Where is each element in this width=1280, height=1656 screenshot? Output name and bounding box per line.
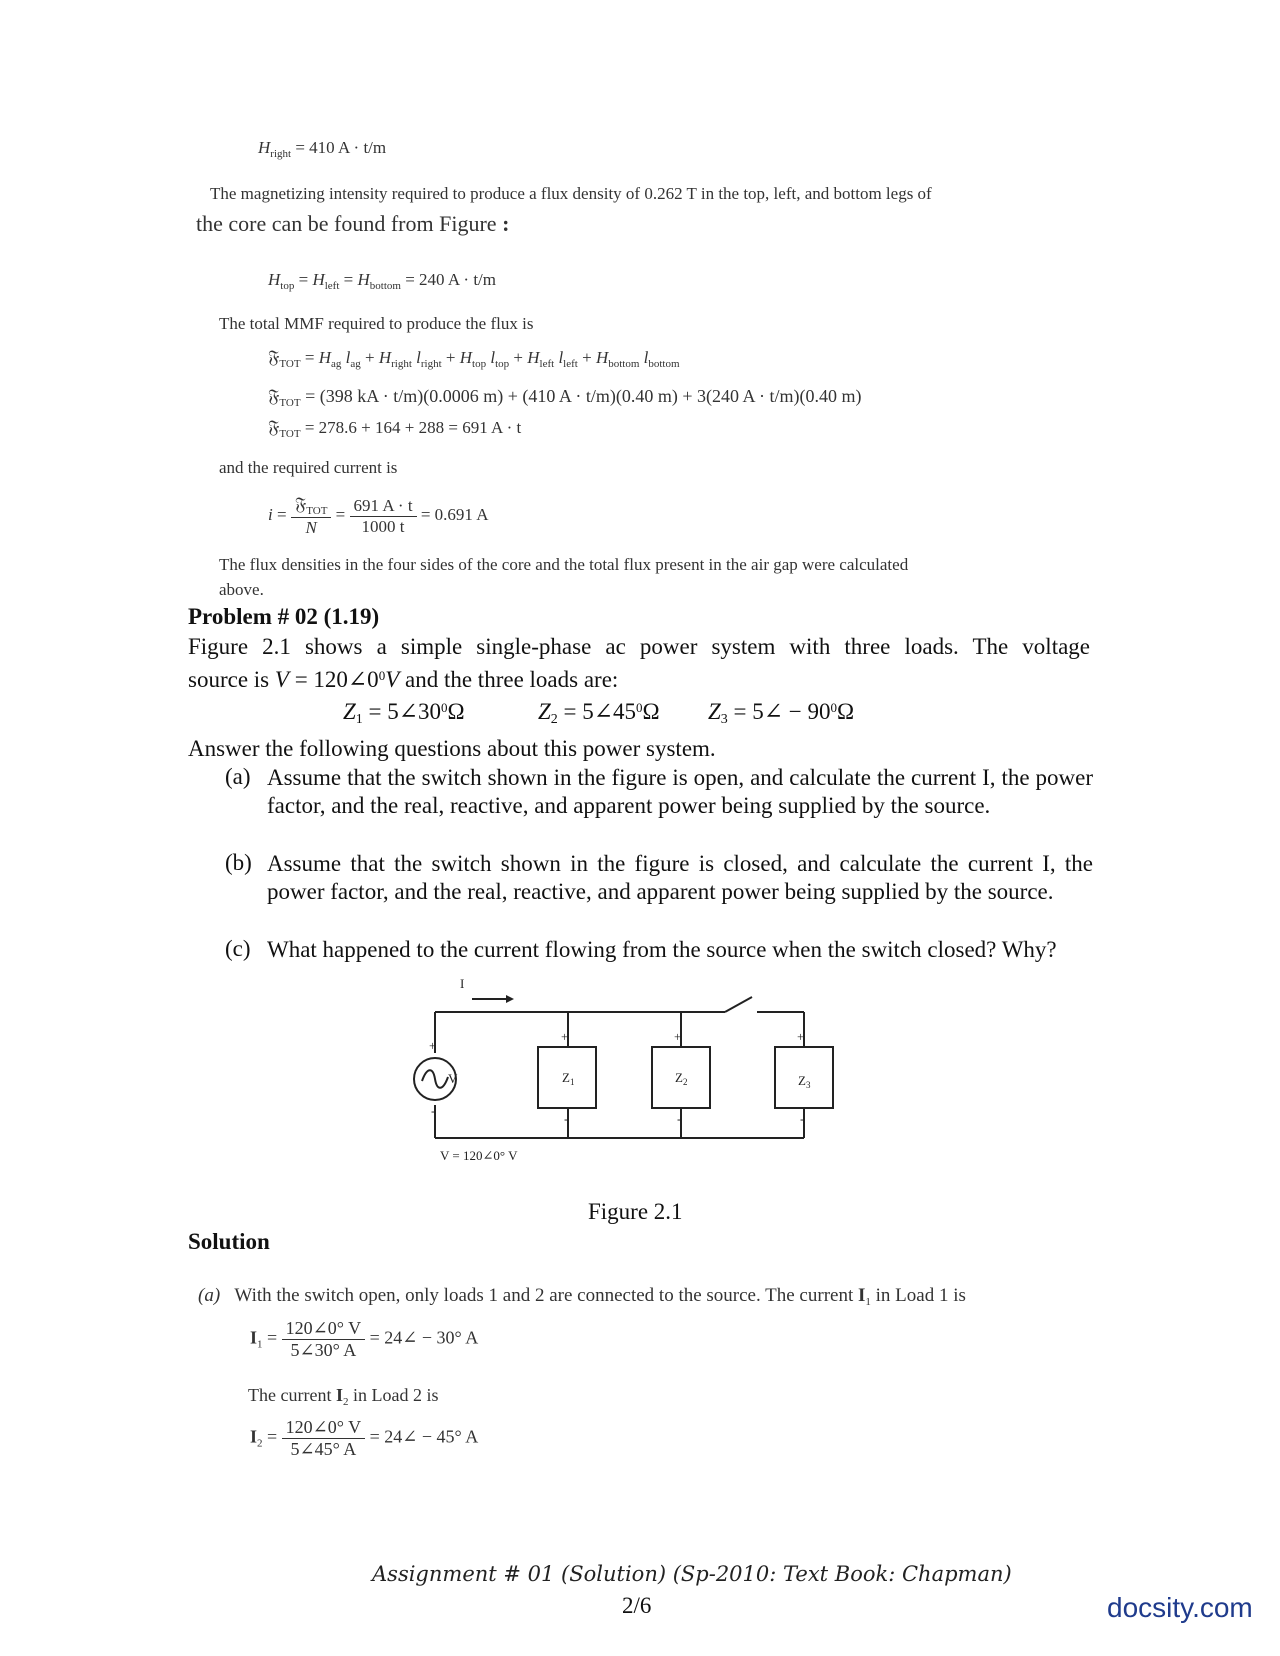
assignment-footer: Assignment # 01 (Solution) (Sp-2010: Text Book: Chapman): [372, 1562, 1012, 1586]
answer-line: Answer the following questions about this power system.: [188, 736, 716, 761]
load-z2-value: $Z_2$ = $5\angle 45^0\Omega$: [538, 699, 660, 727]
z3-minus: -: [800, 1111, 805, 1126]
problem-heading: Problem # 02 (1.19): [188, 604, 380, 629]
i2-intro-text: The current $I_2$ in Load 2 is: [248, 1385, 439, 1408]
problem-intro-line1: Figure 2.1 shows a simple single-phase ac power system with three loads. The voltage: [188, 634, 1090, 659]
mmf-equation-2: 𝔉$_{TOT}$ = (398 kA · t/m)(0.0006 m) + (410 A · t/m)(0.40 m) + 3(240 A · t/m)(0.40 m): [268, 386, 862, 409]
current-intro-text: and the required current is: [219, 458, 398, 477]
source-plus: +: [429, 1038, 437, 1053]
page-number: 2/6: [622, 1593, 652, 1618]
z3-label: $Z_3$: [798, 1073, 811, 1090]
problem-intro-line2: source is $V = 120\angle 0^0V$ and the three loads are:: [188, 667, 619, 692]
i2-equation: $I_2$ = $\frac{120\angle 0^\circ V}{5\angle 45^\circ A}$ = 24∠ − 45° A: [250, 1417, 479, 1459]
magnetizing-text-line1: The magnetizing intensity required to produce a flux density of 0.262 T in the top, left, and bottom legs of: [210, 184, 932, 203]
part-a-text: (a) With the switch open, only loads 1 and 2 are connected to the source. The current $I_1$ in Load 1 is: [198, 1285, 966, 1308]
source-minus: -: [431, 1103, 436, 1118]
z1-plus: +: [561, 1029, 569, 1044]
mmf-intro-text: The total MMF required to produce the flux is: [219, 314, 534, 333]
z2-plus: +: [674, 1029, 682, 1044]
z2-label: $Z_2$: [675, 1070, 688, 1087]
docsity-watermark[interactable]: docsity.com: [1107, 1592, 1253, 1623]
mmf-equation-1: 𝔉$_{TOT}$ = $H_{ag}$ $l_{ag} + H_{right}$ $l_{right} + H_{top}$ $l_{top} + H_{left}$ $l_{left} + H_{bottom}$ $l_{bottom}$: [268, 347, 680, 370]
voltage-caption: V = 120∠0° V: [440, 1148, 518, 1163]
z1-minus: -: [564, 1111, 569, 1126]
magnetizing-text-line2: the core can be found from Figure :: [196, 211, 510, 236]
h-top-left-bottom-equation: $H_{top} = H_{left} = H_{bottom} = 240$ A · t/m: [268, 270, 497, 292]
circuit-figure: [400, 975, 860, 1175]
mmf-equation-3: 𝔉$_{TOT}$ = 278.6 + 164 + 288 = 691 A · t: [268, 417, 522, 440]
current-equation: i = $\frac{𝔉_{TOT}}{N}$ = $\frac{691 A \cdot t}{1000 t}$ = 0.691 A: [268, 494, 489, 537]
load-z1-value: $Z_1$ = $5\angle 30^0\Omega$: [343, 699, 465, 727]
z1-label: $Z_1$: [562, 1070, 575, 1087]
h-right-equation: $H_{right} = 410$ A · t/m: [258, 138, 387, 160]
z3-plus: +: [797, 1029, 805, 1044]
figure-caption: Figure 2.1: [588, 1199, 683, 1224]
flux-text-line1: The flux densities in the four sides of the core and the total flux present in the air gap were calculated: [219, 555, 909, 574]
source-label: V: [448, 1071, 458, 1086]
flux-text-line2: above.: [219, 580, 264, 599]
current-label: I: [460, 976, 465, 991]
load-z3-value: $Z_3$ = 5∠ − $90^0\Omega$: [708, 699, 855, 727]
i1-equation: $I_1$ = $\frac{120\angle 0^\circ V}{5\angle 30^\circ A}$ = 24∠ − 30° A: [250, 1318, 479, 1360]
z2-minus: -: [677, 1111, 682, 1126]
solution-heading: Solution: [188, 1229, 270, 1254]
switch-blade: [725, 997, 752, 1012]
